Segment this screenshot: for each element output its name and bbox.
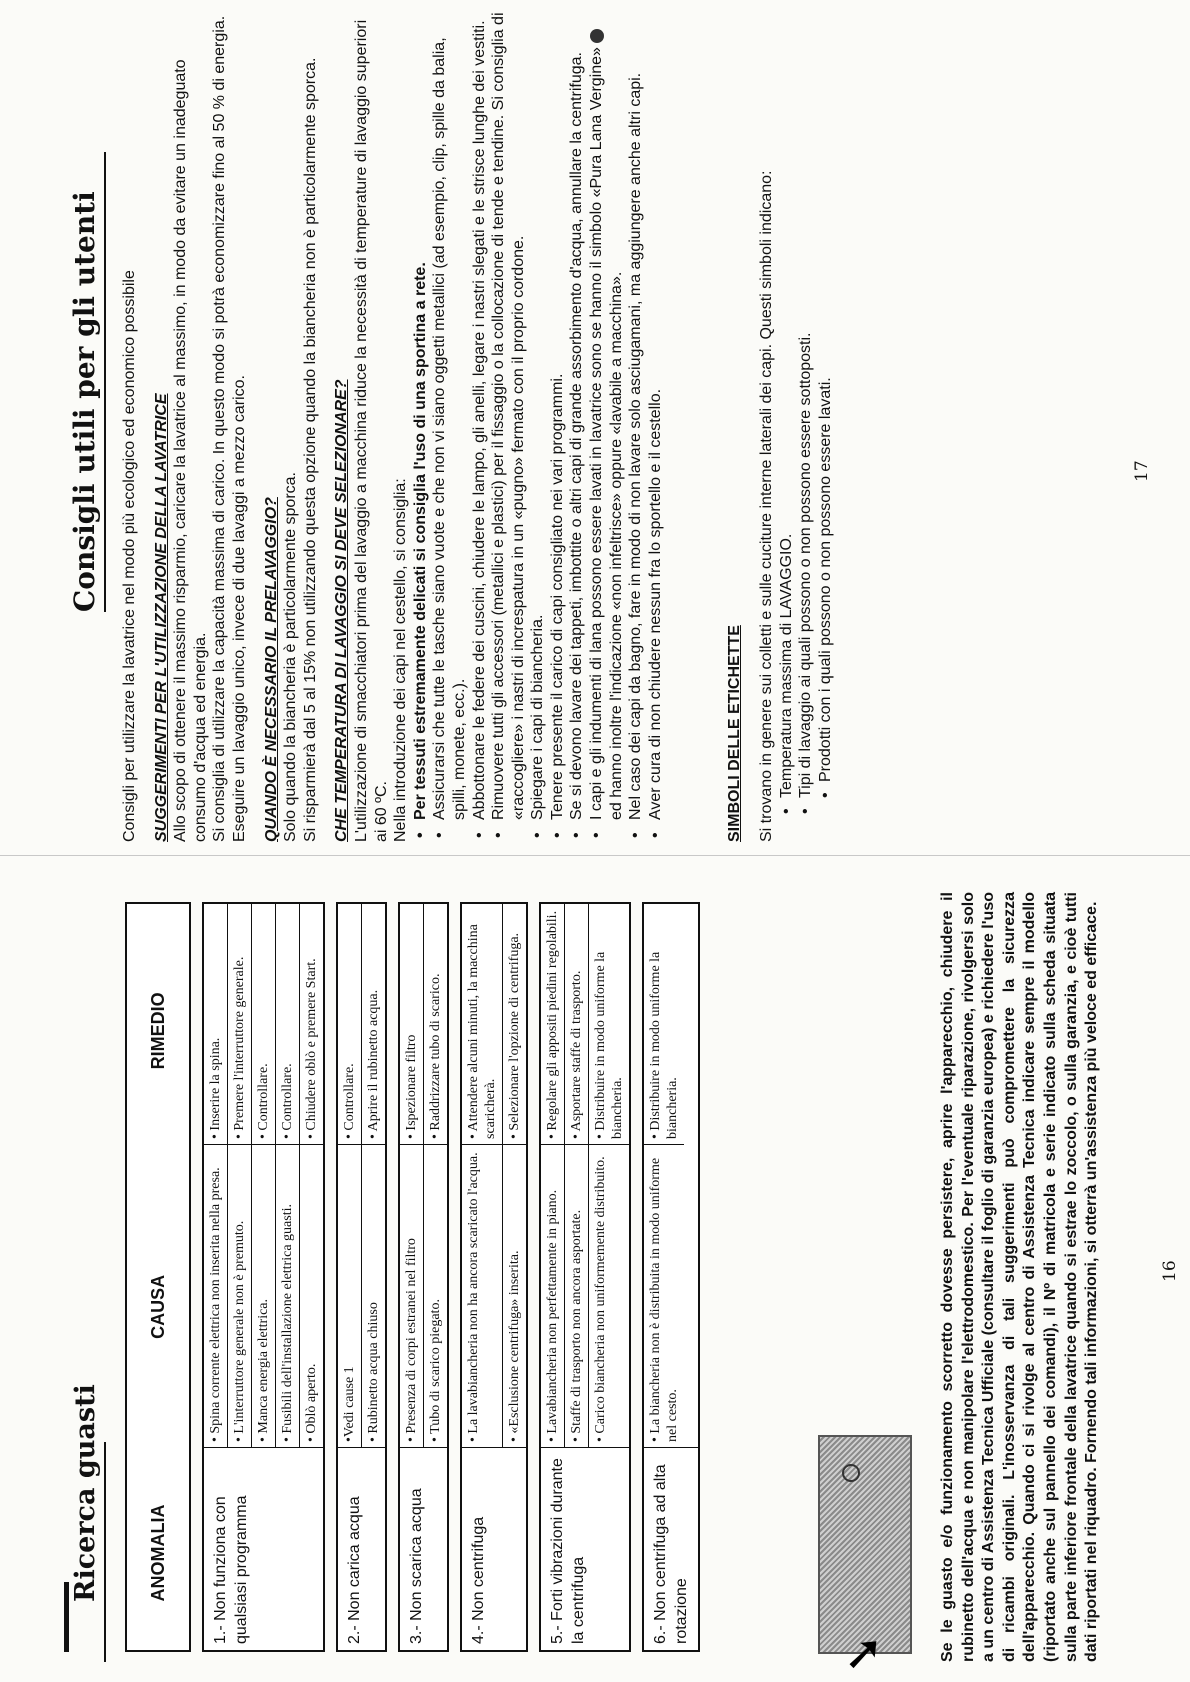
serial-plate-image bbox=[818, 1435, 912, 1654]
section-heading: SIMBOLI DELLE ETICHETTE bbox=[726, 625, 744, 842]
intro-text: Consigli per utilizzare la lavatrice nel modo più ecologico ed economico possibile bbox=[121, 270, 138, 842]
table-row bbox=[539, 902, 631, 1652]
cause-cell: • Oblò aperto. bbox=[300, 1144, 323, 1447]
table-row bbox=[642, 902, 700, 1652]
cause-cell: • La lavabiancheria non ha ancora scaricato l'acqua. bbox=[462, 1144, 502, 1447]
remedy-cell: • Attendere alcuni minuti, la macchina scaricherà. bbox=[466, 924, 498, 1139]
user-tips-page bbox=[20, 12, 1180, 842]
anomaly-cell: 1.- Non funziona con qualsiasi programma bbox=[212, 1495, 250, 1644]
list-item: • Aver cura di non chiudere nessun fra lo sportello e il cestello. bbox=[646, 12, 666, 842]
anomaly-cell: 5.- Forti vibrazioni durante la centrifuga bbox=[549, 1458, 587, 1644]
remedy-cell: • Asportare staffe di trasporto. bbox=[569, 970, 584, 1139]
table-row bbox=[336, 902, 387, 1652]
cause-cell: • Staffe di trasporto non ancora asportate. bbox=[565, 1144, 588, 1447]
anomaly-cell: 6.- Non centrifuga ad alta rotazione bbox=[652, 1464, 690, 1644]
troubleshooting-page bbox=[70, 872, 1180, 1674]
remedy-cell: • Inserire la spina. bbox=[208, 1037, 223, 1139]
page-fold-line bbox=[0, 855, 1190, 856]
section-heading: SUGGERIMENTI PER L'UTILIZZAZIONE DELLA LAVATRICE bbox=[152, 393, 170, 842]
cause-cell: • Carico biancheria non uniformemente distribuito. bbox=[589, 1144, 629, 1447]
header-causa: CAUSA bbox=[147, 1274, 168, 1339]
anomaly-cell: 4.- Non centrifuga bbox=[470, 1516, 487, 1644]
remedy-cell: • Distribuire in modo uniforme la biancheria. bbox=[648, 951, 680, 1139]
remedy-cell: • Controllare. bbox=[256, 1063, 271, 1139]
paragraph: Allo scopo di ottenere il massimo risparmio, caricare la lavatrice al massimo, in modo da evitare un inadeguato consumo d'acqua ed energia. bbox=[172, 59, 209, 842]
table-row bbox=[398, 902, 449, 1652]
paragraph: Solo quando la biancheria è particolarmente sporca. bbox=[282, 471, 300, 842]
header-anomalia: ANOMALIA bbox=[147, 1504, 168, 1602]
title-underline bbox=[104, 1442, 106, 1662]
cause-cell: • Lavabiancheria non perfettamente in piano. bbox=[541, 1144, 564, 1447]
list-item: • Rimuovere tutti gli accessori (metallici e plastici) per il fissaggio o la collocazione di tende e tendine. Si consiglia di «raccogliere» i nastri di increspatura in un «pugno» fermato con il proprio cordone. bbox=[489, 12, 528, 842]
paragraph: Si consiglia di utilizzare la capacità massima di carico. In questo modo si potrà economizzare fino al 50 % di energia. Eseguire un lavaggio unico, invece di due lavaggi a mezzo carico. bbox=[211, 15, 248, 842]
table-row bbox=[202, 902, 325, 1652]
remedy-cell: • Premere l'interruttore generale. bbox=[232, 956, 247, 1139]
cause-cell: • Spina corrente elettrica non inserita nella presa. bbox=[204, 1144, 227, 1447]
table-header bbox=[125, 902, 191, 1652]
remedy-cell: • Aprire il rubinetto acqua. bbox=[366, 989, 381, 1139]
cause-cell: • L'interruttore generale non è premuto. bbox=[228, 1144, 251, 1447]
page-title: Consigli utili per gli utenti bbox=[68, 191, 101, 612]
remedy-cell: • Raddrizzare tubo di scarico. bbox=[428, 973, 443, 1139]
paragraph: L'utilizzazione di smacchiatori prima del lavaggio a macchina riduce la necessità di temperature di lavaggio superiori ai 60 ºC. bbox=[352, 19, 390, 842]
list-item: • Tipi di lavaggio ai quali possono o non possono essere sottoposti. bbox=[796, 12, 816, 842]
anomaly-cell: 2.- Non carica acqua bbox=[346, 1496, 363, 1644]
cause-cell: • Fusibili dell'installazione elettrica guasti. bbox=[276, 1144, 299, 1447]
list-item: • Se si devono lavare dei tappeti, imbottite o altri capi di grande assorbimento d'acqua, annullare la centrifuga. bbox=[567, 12, 587, 842]
label-symbols-list bbox=[777, 12, 836, 842]
paragraph: Nella introduzione dei capi nel cestello, si consiglia: bbox=[392, 478, 410, 842]
title-underline bbox=[104, 152, 106, 612]
cause-cell: • La biancheria non è distribuita in modo uniforme nel cesto. bbox=[644, 1144, 684, 1447]
header-rimedio: RIMEDIO bbox=[147, 992, 168, 1070]
cause-cell: • Tubo di scarico piegato. bbox=[424, 1144, 447, 1447]
list-item bbox=[587, 12, 626, 842]
remedy-cell: • Selezionare l'opzione di centrifuga. bbox=[507, 932, 522, 1139]
paragraph: Si risparmierà dal 5 al 15% non utilizzando questa opzione quando la biancheria non è particolarmente sporca. bbox=[301, 57, 319, 842]
list-item: • Tenere presente il carico di capi consigliato nei vari programmi. bbox=[548, 12, 568, 842]
cause-cell: • Manca energia elettrica. bbox=[252, 1144, 275, 1447]
service-warning-text: Se le guasto e/o funzionamento scorretto dovesse persistere, aprire l'apparecchio, chiudere il rubinetto dell'acqua e non manipolare l'elettrodomestico. Per l'eventuale riparazione, rivolgersi solo a un centro di Assistenza Tecnica Ufficiale (consultare il foglio di garanzia europea) e richiedere l'uso di ricambi originali. L'inosservanza di tali suggerimenti può compromettere la sicurezza dell'apparecchio. Quando ci si rivolge al centro di Assistenza Tecnica indicare sempre il modello (riportato anche sul pannello dei comandi), il Nº di matricola e serie indicato sulla scheda situata sulla parte inferiore frontale della lavatrice quando si estrae lo zoccolo, o sulla garanzia, e cioè tutti dati riportati nel riquadro. Fornendo tali informazioni, si otterrà un'assistenza più veloce ed efficace. bbox=[939, 892, 1101, 1662]
list-item: • Per tessuti estremamente delicati si consiglia l'uso di una sportina a rete. bbox=[411, 12, 431, 842]
arrow-pointer-icon: ➘ bbox=[837, 1633, 890, 1674]
remedy-cell: • Controllare. bbox=[342, 1063, 357, 1139]
plate-hole-icon bbox=[842, 1464, 860, 1482]
remedy-cell: • Controllare. bbox=[280, 1063, 295, 1139]
page-title: Ricerca guasti bbox=[70, 1384, 101, 1602]
section-heading: CHE TEMPERATURA DI LAVAGGIO SI DEVE SELEZIONARE? bbox=[333, 379, 351, 842]
table-row bbox=[460, 902, 528, 1652]
cause-cell: • «Esclusione centrifuga» inserita. bbox=[503, 1144, 526, 1447]
list-item: • Prodotti con i quali possono o non possono essere lavati. bbox=[816, 12, 836, 842]
troubleshooting-table bbox=[125, 902, 700, 1652]
remedy-cell: • Distribuire in modo uniforme la biancheria. bbox=[593, 951, 625, 1139]
wool-symbol-icon bbox=[590, 29, 604, 43]
list-item: • Abbottonare le federe dei cuscini, chiudere le lampo, gli anelli, legare i nastri slegati e le strisce lunghe dei vestiti. bbox=[470, 12, 490, 842]
remedy-cell: • Ispezionare filtro bbox=[404, 1034, 419, 1139]
paragraph: Si trovano in genere sui colletti e sulle cuciture interne laterali dei capi. Questi simboli indicano: bbox=[758, 170, 776, 842]
tips-body bbox=[120, 12, 835, 842]
page-number: 16 bbox=[1160, 1260, 1180, 1282]
anomaly-cell: 3.- Non scarica acqua bbox=[408, 1488, 425, 1644]
title-bar bbox=[64, 1582, 69, 1652]
list-item: • Spiegare i capi di biancheria. bbox=[528, 12, 548, 842]
remedy-cell: • Regolare gli appositi piedini regolabili. bbox=[545, 910, 560, 1139]
cause-cell: • Rubinetto acqua chiuso bbox=[362, 1144, 385, 1447]
loading-tips-list bbox=[411, 12, 666, 842]
section-heading: QUANDO È NECESSARIO IL PRELAVAGGIO? bbox=[262, 497, 280, 842]
list-item: • Temperatura massima di LAVAGGIO. bbox=[777, 12, 797, 842]
wool-text-b: ed hanno inoltre l'indicazione «non infeltrisce» oppure «lavabile a macchina». bbox=[607, 271, 625, 820]
cause-cell: • Presenza di corpi estranei nel filtro bbox=[400, 1144, 423, 1447]
remedy-cell: • Chiudere oblò e premere Start. bbox=[304, 958, 319, 1139]
list-item: • Nel caso dei capi da bagno, fare in modo di non lavare solo asciugamani, ma aggiungere anche altri capi. bbox=[626, 12, 646, 842]
list-item: • Assicurarsi che tutte le tasche siano vuote e che non vi siano oggetti metallici (ad esempio, clip, spille da balia, spilli, monete, ecc.). bbox=[430, 12, 469, 842]
cause-cell: •Vedi cause 1 bbox=[338, 1144, 361, 1447]
page-number: 17 bbox=[1132, 460, 1152, 482]
wool-text-a: I capi e gli indumenti di lana possono essere lavati in lavatrice sono se hanno il simbolo «Pura Lana Vergine» bbox=[588, 47, 606, 820]
